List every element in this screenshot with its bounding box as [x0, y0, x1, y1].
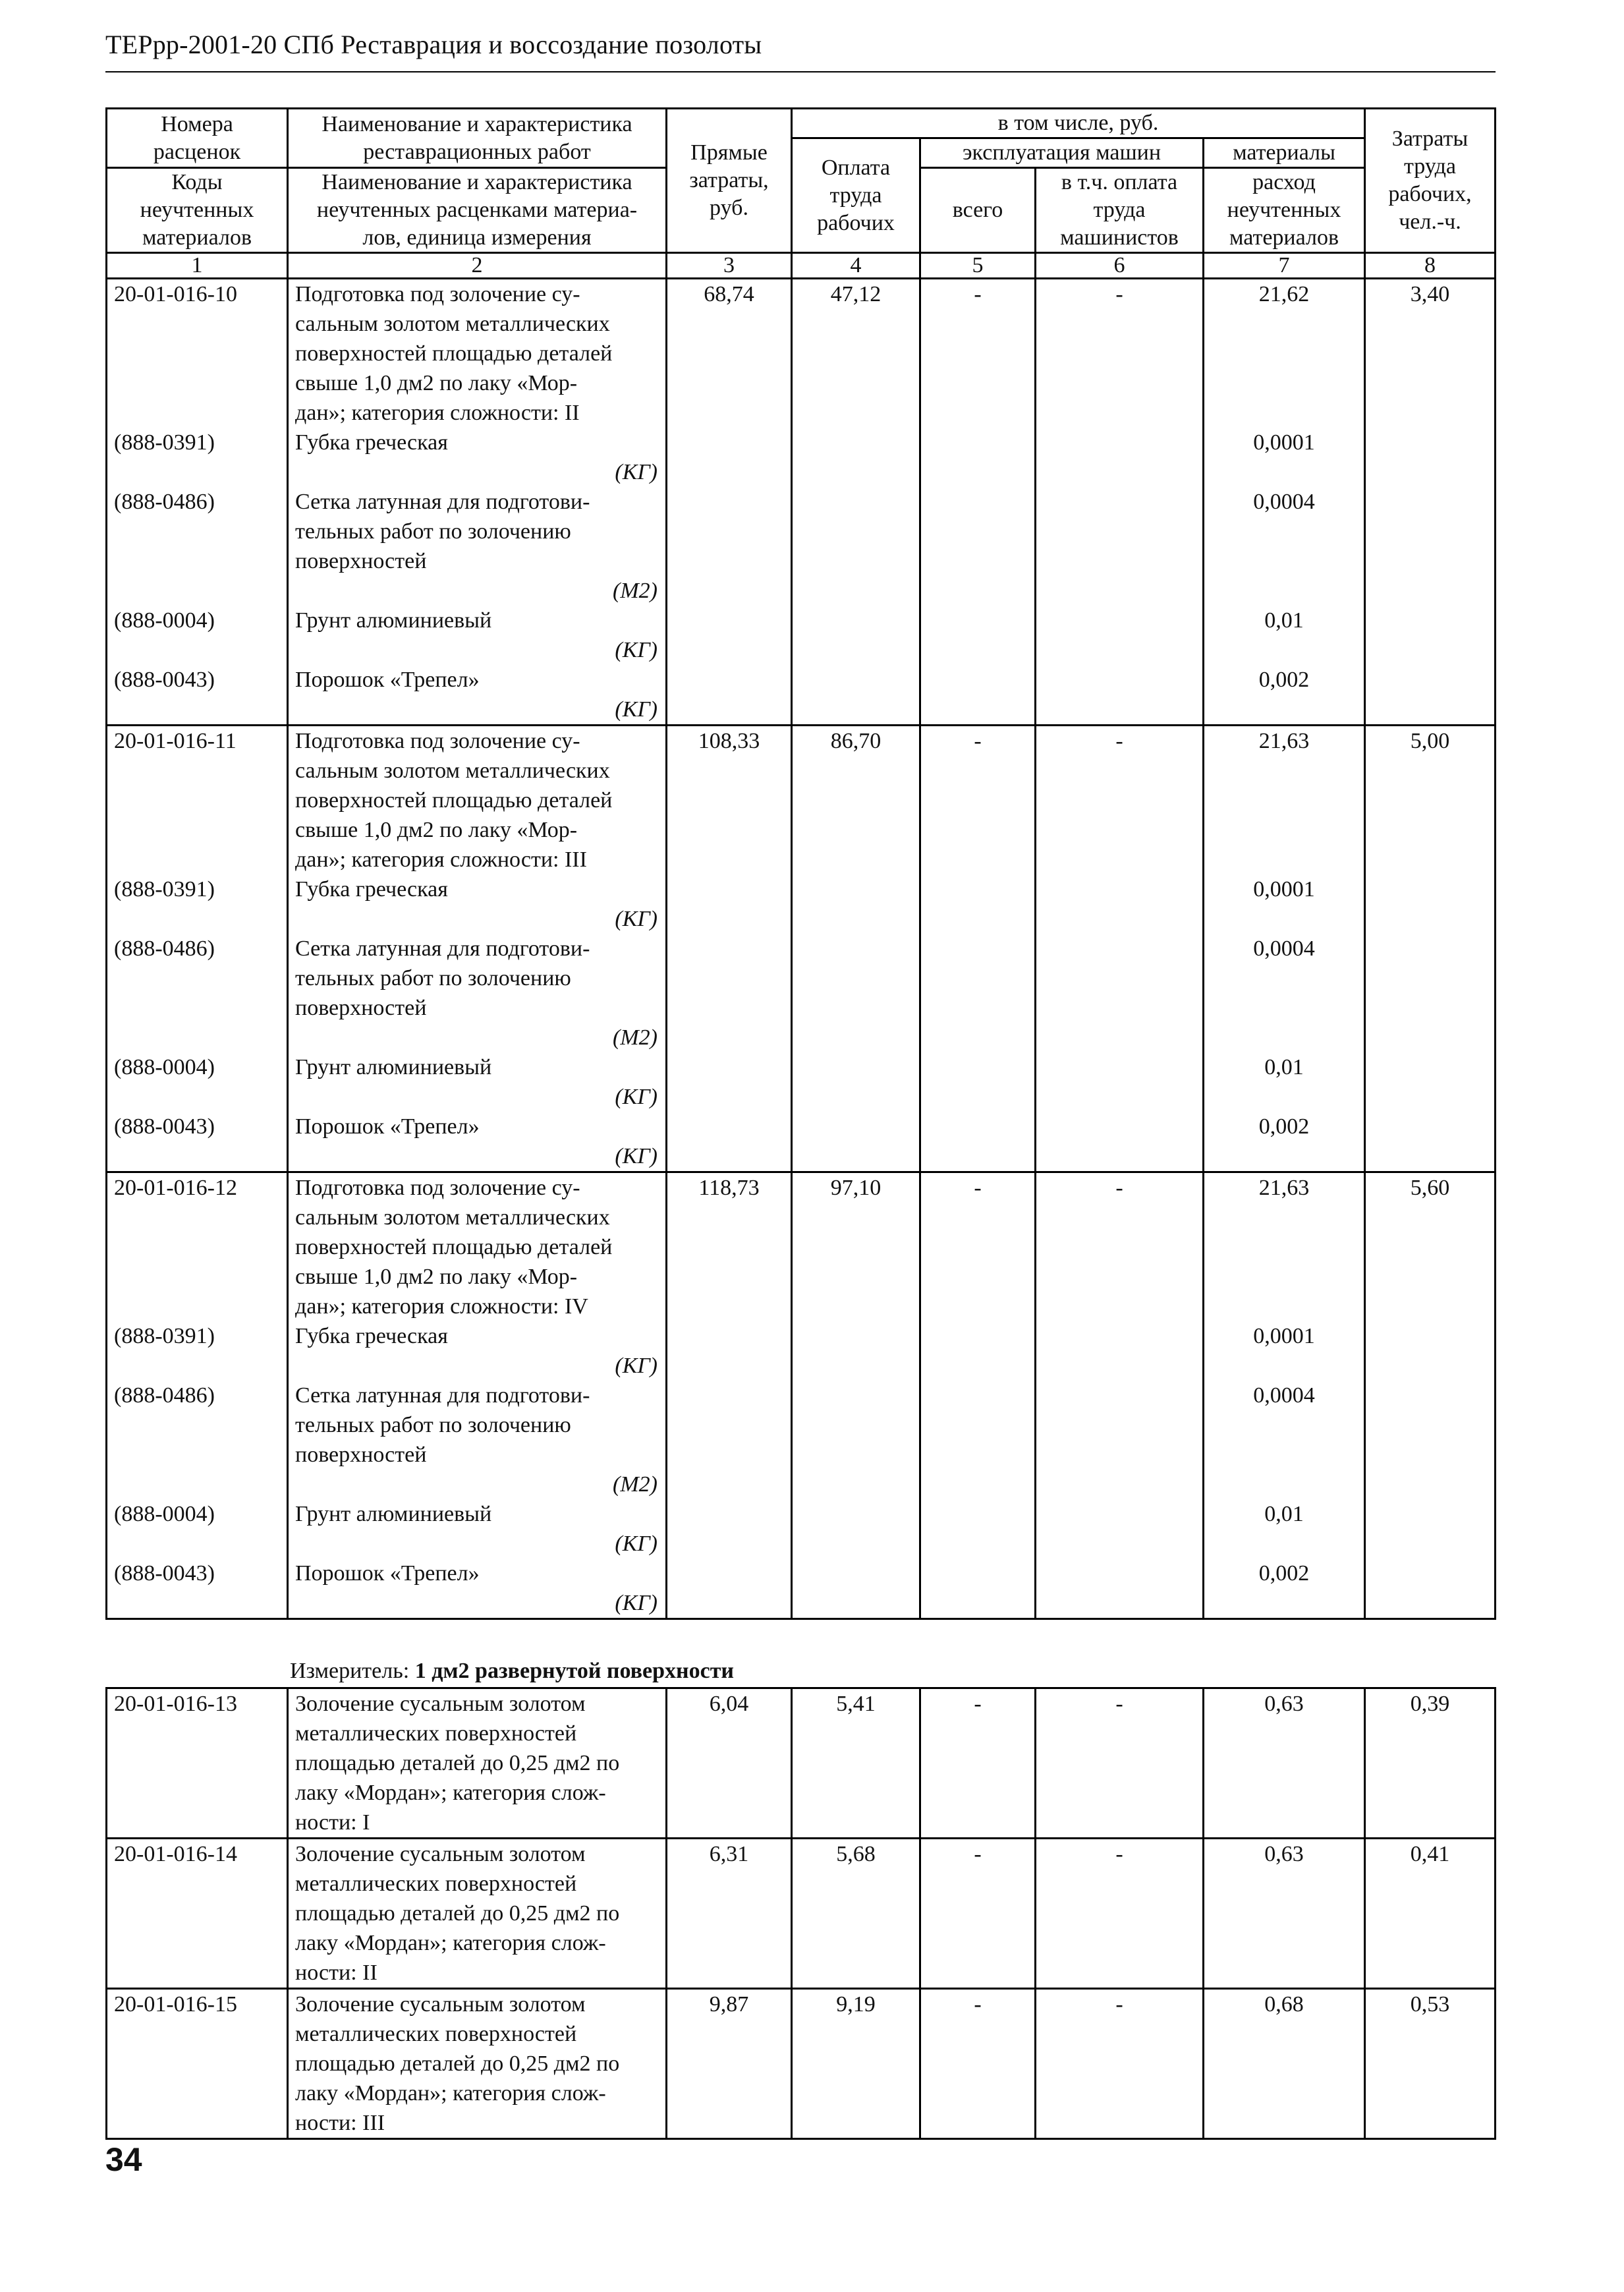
work-description-line: сальным золотом металлических — [295, 1205, 610, 1230]
material-code: (888-0043) — [114, 1114, 215, 1139]
header-material-names: Наименование и характеристика неучтенных расценками материа- лов, единица измерения — [288, 168, 667, 253]
labor-hours-cell — [1365, 1172, 1496, 1619]
material-code: (888-0004) — [114, 1055, 215, 1079]
header-machines: эксплуатация машин — [920, 138, 1204, 168]
direct-costs-cell — [667, 1839, 792, 1989]
material-quantity: 0,01 — [1264, 1502, 1304, 1526]
column-number: 8 — [1365, 253, 1496, 279]
machines-total: - — [974, 282, 982, 306]
work-description-line: ности: III — [295, 2111, 385, 2135]
rate-code-cell — [107, 1839, 288, 1989]
rate-description-cell — [288, 1688, 667, 1839]
page-number: 34 — [105, 2141, 142, 2178]
header-material-codes: Коды неучтенных материалов — [107, 168, 288, 253]
direct-costs: 9,87 — [709, 1992, 749, 2017]
labor-hours-cell — [1365, 1688, 1496, 1839]
work-description-line: ности: I — [295, 1810, 370, 1835]
materials-cell — [1204, 1172, 1365, 1619]
rate-code-cell — [107, 1688, 288, 1839]
material-code: (888-0004) — [114, 608, 215, 633]
machinist-pay: - — [1115, 1992, 1123, 2017]
machines-total: - — [974, 729, 982, 753]
work-description-line: лаку «Мордан»; категория слож- — [295, 1931, 606, 1955]
material-code: (888-0043) — [114, 1561, 215, 1586]
header-labor-hours: Затраты труда рабочих, чел.-ч. — [1365, 109, 1496, 253]
material-unit: (КГ) — [615, 1144, 658, 1168]
material-quantity: 0,002 — [1258, 668, 1310, 692]
work-description-line: поверхностей площадью деталей — [295, 341, 613, 366]
machines-total: - — [974, 1692, 982, 1716]
materials-cell — [1204, 279, 1365, 726]
labor-hours-cell — [1365, 726, 1496, 1172]
direct-costs: 68,74 — [704, 282, 754, 306]
rate-row — [107, 1839, 1496, 1989]
worker-pay: 47,12 — [830, 282, 882, 306]
material-code: (888-0004) — [114, 1502, 215, 1526]
material-unit: (КГ) — [615, 697, 658, 722]
header-including-group: в том числе, руб. — [792, 109, 1365, 138]
worker-pay-cell — [792, 726, 920, 1172]
rate-section-row — [107, 1172, 1496, 1619]
work-description-line: поверхностей площадью деталей — [295, 1235, 613, 1259]
machines-total-cell — [920, 726, 1036, 1172]
rate-description-cell — [288, 1172, 667, 1619]
material-quantity: 0,0004 — [1253, 490, 1315, 514]
work-description-line: Подготовка под золочение су- — [295, 729, 580, 753]
material-name-line: Сетка латунная для подготови- — [295, 1383, 590, 1408]
labor-hours-cell — [1365, 1989, 1496, 2139]
work-description-line: свыше 1,0 дм2 по лаку «Мор- — [295, 1265, 578, 1289]
measure-unit — [290, 1656, 734, 1686]
labor-hours: 3,40 — [1410, 282, 1450, 306]
work-description-line: сальным золотом металлических — [295, 312, 610, 336]
material-quantity: 0,0001 — [1253, 1324, 1315, 1348]
work-description-line: лаку «Мордан»; категория слож- — [295, 2081, 606, 2106]
machines-total-cell — [920, 279, 1036, 726]
material-name-line: Порошок «Трепел» — [295, 1561, 480, 1586]
material-name-line: Сетка латунная для подготови- — [295, 936, 590, 961]
material-name-line: поверхностей — [295, 1443, 427, 1467]
machines-total: - — [974, 1842, 982, 1866]
work-description-line: Подготовка под золочение су- — [295, 282, 580, 306]
direct-costs: 6,31 — [709, 1842, 749, 1866]
materials-cost-cell — [1204, 1989, 1365, 2139]
material-name-line: Порошок «Трепел» — [295, 668, 480, 692]
materials-cost: 0,63 — [1264, 1842, 1304, 1866]
material-unit: (КГ) — [615, 460, 658, 484]
direct-costs-cell — [667, 1172, 792, 1619]
column-number: 5 — [920, 253, 1036, 279]
machines-total-cell — [920, 1989, 1036, 2139]
machinist-pay: - — [1115, 1842, 1123, 1866]
machines-total-cell — [920, 1688, 1036, 1839]
machinist-pay-cell — [1036, 1172, 1204, 1619]
machinist-pay: - — [1115, 282, 1123, 306]
machinist-pay-cell — [1036, 726, 1204, 1172]
price-table-continued — [105, 1687, 1496, 2140]
materials-cost: 21,62 — [1258, 282, 1310, 306]
material-quantity: 0,0004 — [1253, 1383, 1315, 1408]
work-description-line: свыше 1,0 дм2 по лаку «Мор- — [295, 371, 578, 395]
labor-hours: 0,41 — [1410, 1842, 1450, 1866]
work-description-line: дан»; категория сложности: III — [295, 847, 587, 872]
material-code: (888-0486) — [114, 1383, 215, 1408]
material-quantity: 0,01 — [1264, 608, 1304, 633]
material-unit: (М2) — [613, 1025, 658, 1050]
direct-costs: 108,33 — [698, 729, 760, 753]
price-table — [105, 107, 1496, 1620]
rate-rows-continued — [107, 1688, 1496, 2139]
materials-cost: 21,63 — [1258, 729, 1310, 753]
labor-hours: 0,53 — [1410, 1992, 1450, 2017]
rate-code-cell — [107, 726, 288, 1172]
material-name-line: тельных работ по золочению — [295, 1413, 571, 1437]
machinist-pay: - — [1115, 1176, 1123, 1200]
worker-pay-cell — [792, 1839, 920, 1989]
material-quantity: 0,0004 — [1253, 936, 1315, 961]
work-description-line: площадью деталей до 0,25 дм2 по — [295, 1901, 620, 1926]
materials-cost-cell — [1204, 1688, 1365, 1839]
material-name-line: Грунт алюминиевый — [295, 1055, 492, 1079]
machines-total: - — [974, 1176, 982, 1200]
material-code: (888-0391) — [114, 877, 215, 902]
work-description-line: металлических поверхностей — [295, 1721, 577, 1746]
worker-pay-cell — [792, 1989, 920, 2139]
material-name-line: Грунт алюминиевый — [295, 1502, 492, 1526]
material-unit: (КГ) — [615, 638, 658, 662]
rate-description-cell — [288, 1839, 667, 1989]
rate-row — [107, 1688, 1496, 1839]
materials-cost: 0,63 — [1264, 1692, 1304, 1716]
page-header-title: ТЕРрр-2001-20 СПб Реставрация и воссоздание позолоты — [105, 30, 762, 59]
header-materials: материалы — [1204, 138, 1365, 168]
rate-code-cell — [107, 1172, 288, 1619]
direct-costs-cell — [667, 1688, 792, 1839]
labor-hours: 5,00 — [1410, 729, 1450, 753]
material-name-line: поверхностей — [295, 549, 427, 573]
material-quantity: 0,0001 — [1253, 430, 1315, 455]
rate-code-cell — [107, 279, 288, 726]
direct-costs-cell — [667, 726, 792, 1172]
worker-pay: 97,10 — [830, 1176, 882, 1200]
material-name-line: Порошок «Трепел» — [295, 1114, 480, 1139]
rate-description-cell — [288, 279, 667, 726]
material-unit: (КГ) — [615, 1591, 658, 1615]
work-description-line: металлических поверхностей — [295, 2022, 577, 2046]
column-number: 7 — [1204, 253, 1365, 279]
rate-section-row — [107, 726, 1496, 1172]
material-code: (888-0486) — [114, 490, 215, 514]
rate-row — [107, 1989, 1496, 2139]
machines-total-cell — [920, 1839, 1036, 1989]
material-unit: (КГ) — [615, 1085, 658, 1109]
labor-hours: 0,39 — [1410, 1692, 1450, 1716]
work-description-line: дан»; категория сложности: II — [295, 401, 580, 425]
work-description-line: дан»; категория сложности: IV — [295, 1294, 588, 1319]
machinist-pay-cell — [1036, 1989, 1204, 2139]
material-name-line: Сетка латунная для подготови- — [295, 490, 590, 514]
column-number: 2 — [288, 253, 667, 279]
work-description-line: сальным золотом металлических — [295, 759, 610, 783]
material-code: (888-0391) — [114, 1324, 215, 1348]
column-number-row — [107, 253, 1496, 279]
header-work-name: Наименование и характеристика реставрационных работ — [288, 109, 667, 168]
labor-hours: 5,60 — [1410, 1176, 1450, 1200]
labor-hours-cell — [1365, 1839, 1496, 1989]
direct-costs-cell — [667, 1989, 792, 2139]
materials-cell — [1204, 726, 1365, 1172]
material-code: (888-0486) — [114, 936, 215, 961]
rate-code: 20-01-016-10 — [114, 282, 237, 306]
labor-hours-cell — [1365, 279, 1496, 726]
material-quantity: 0,01 — [1264, 1055, 1304, 1079]
worker-pay: 5,68 — [836, 1842, 876, 1866]
material-name-line: Губка греческая — [295, 877, 448, 902]
direct-costs: 118,73 — [698, 1176, 760, 1200]
material-unit: (М2) — [613, 579, 658, 603]
material-quantity: 0,002 — [1258, 1114, 1310, 1139]
header-machinist-pay: в т.ч. оплата труда машинистов — [1036, 168, 1204, 253]
rate-code-cell — [107, 1989, 288, 2139]
materials-cost: 0,68 — [1264, 1992, 1304, 2017]
machinist-pay-cell — [1036, 1839, 1204, 1989]
work-description-line: Золочение сусальным золотом — [295, 1842, 586, 1866]
measure-value: 1 дм2 развернутой поверхности — [414, 1659, 734, 1683]
header-direct-costs: Прямые затраты, руб. — [667, 109, 792, 253]
worker-pay-cell — [792, 279, 920, 726]
header-worker-pay: Оплата труда рабочих — [792, 138, 920, 253]
direct-costs: 6,04 — [709, 1692, 749, 1716]
rate-section-row — [107, 279, 1496, 726]
machinist-pay: - — [1115, 729, 1123, 753]
work-description-line: металлических поверхностей — [295, 1872, 577, 1896]
material-name-line: Грунт алюминиевый — [295, 608, 492, 633]
rate-code: 20-01-016-13 — [114, 1692, 237, 1716]
machines-total: - — [974, 1992, 982, 2017]
material-quantity: 0,0001 — [1253, 877, 1315, 902]
material-name-line: Губка греческая — [295, 430, 448, 455]
rate-description-cell — [288, 1989, 667, 2139]
material-name-line: тельных работ по золочению — [295, 966, 571, 990]
work-description-line: лаку «Мордан»; категория слож- — [295, 1781, 606, 1805]
rate-code: 20-01-016-11 — [114, 729, 237, 753]
material-quantity: 0,002 — [1258, 1561, 1310, 1586]
work-description-line: поверхностей площадью деталей — [295, 788, 613, 813]
material-unit: (КГ) — [615, 907, 658, 931]
rate-code: 20-01-016-14 — [114, 1842, 237, 1866]
material-name-line: Губка греческая — [295, 1324, 448, 1348]
material-unit: (М2) — [613, 1472, 658, 1497]
header-rate-numbers: Номера расценок — [107, 109, 288, 168]
material-name-line: тельных работ по золочению — [295, 519, 571, 544]
material-unit: (КГ) — [615, 1354, 658, 1378]
work-description-line: свыше 1,0 дм2 по лаку «Мор- — [295, 818, 578, 842]
work-description-line: Золочение сусальным золотом — [295, 1692, 586, 1716]
work-description-line: площадью деталей до 0,25 дм2 по — [295, 1751, 620, 1775]
header-material-consumption: расход неучтенных материалов — [1204, 168, 1365, 253]
worker-pay: 5,41 — [836, 1692, 876, 1716]
rate-code: 20-01-016-12 — [114, 1176, 237, 1200]
materials-cost-cell — [1204, 1839, 1365, 1989]
column-number: 4 — [792, 253, 920, 279]
column-number: 1 — [107, 253, 288, 279]
work-description-line: площадью деталей до 0,25 дм2 по — [295, 2051, 620, 2076]
materials-cost: 21,63 — [1258, 1176, 1310, 1200]
direct-costs-cell — [667, 279, 792, 726]
work-description-line: Подготовка под золочение су- — [295, 1176, 580, 1200]
machinist-pay-cell — [1036, 1688, 1204, 1839]
worker-pay-cell — [792, 1688, 920, 1839]
header-machines-total: всего — [920, 168, 1036, 253]
work-description-line: Золочение сусальным золотом — [295, 1992, 586, 2017]
machines-total-cell — [920, 1172, 1036, 1619]
material-name-line: поверхностей — [295, 996, 427, 1020]
material-code: (888-0043) — [114, 668, 215, 692]
rate-description-cell — [288, 726, 667, 1172]
machinist-pay: - — [1115, 1692, 1123, 1716]
header-divider — [105, 71, 1496, 72]
work-description-line: ности: II — [295, 1961, 378, 1985]
rate-sections — [107, 279, 1496, 1619]
column-number: 3 — [667, 253, 792, 279]
worker-pay: 86,70 — [830, 729, 882, 753]
column-number: 6 — [1036, 253, 1204, 279]
material-unit: (КГ) — [615, 1532, 658, 1556]
worker-pay-cell — [792, 1172, 920, 1619]
material-code: (888-0391) — [114, 430, 215, 455]
worker-pay: 9,19 — [836, 1992, 876, 2017]
measure-label: Измеритель: — [290, 1659, 415, 1683]
machinist-pay-cell — [1036, 279, 1204, 726]
rate-code: 20-01-016-15 — [114, 1992, 237, 2017]
